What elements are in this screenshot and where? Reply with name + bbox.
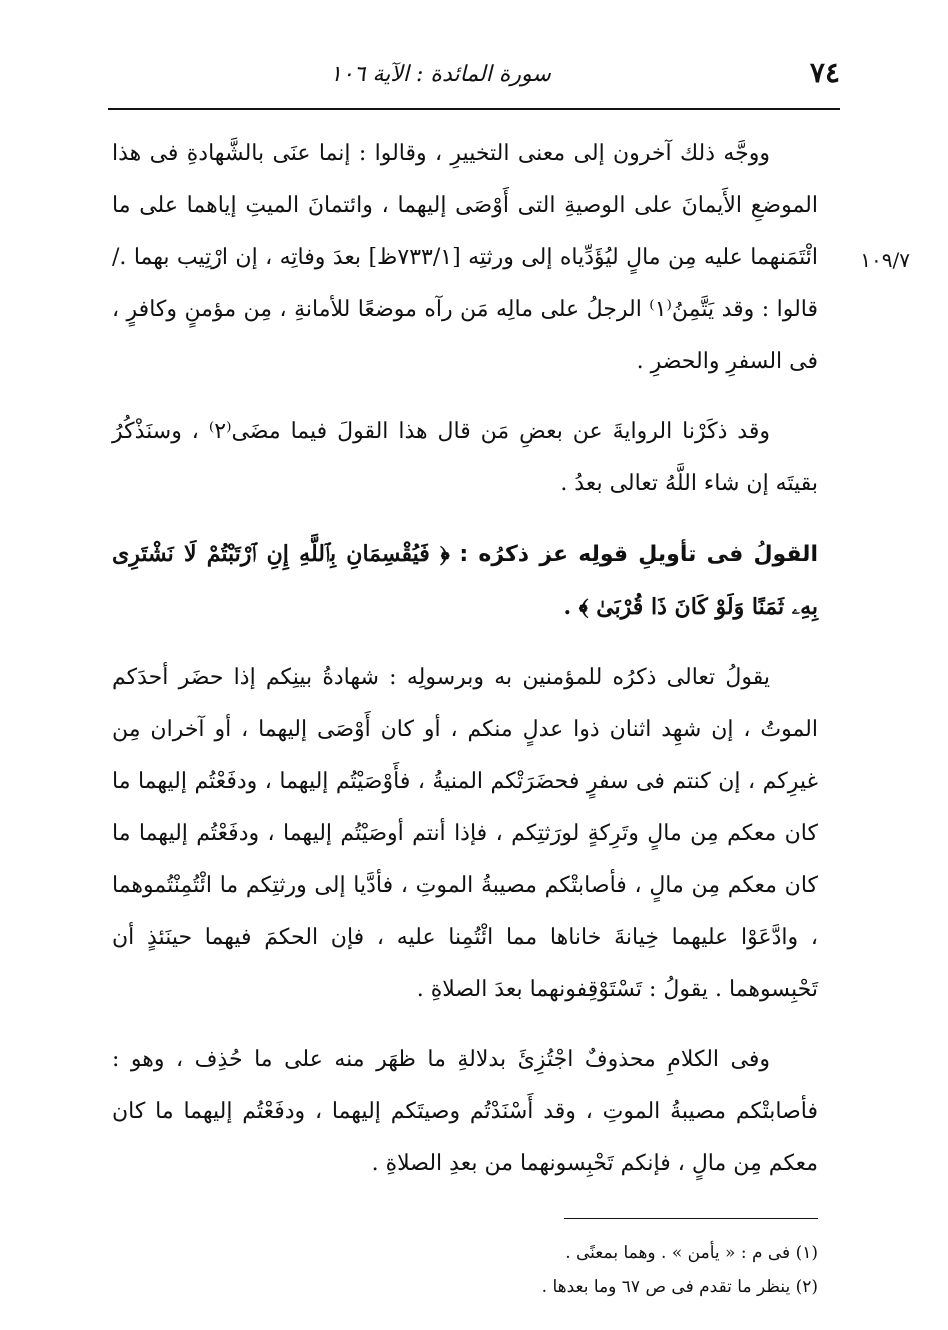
footnote-2: (٢) ينظر ما تقدم فى ص ٦٧ وما بعدها . [541, 1277, 818, 1297]
margin-reference: ١٠٩/٧ [860, 248, 910, 272]
main-text [112, 128, 818, 1208]
footnote-rule [564, 1218, 818, 1219]
quran-verse: ﴿ فَيُقْسِمَانِ بِٱللَّهِ إِنِ ٱرْتَبْتُمْ لَا نَشْتَرِى بِهِۦ ثَمَنًا وَلَوْ كَانَ ذَا قُرْبَىٰ ﴾ . [112, 541, 818, 620]
footnote-1: (١) فى م : « يأمن » . وهما بمعنًى . [565, 1243, 818, 1263]
section-heading [112, 528, 818, 634]
page-header [100, 52, 840, 96]
paragraph-4: وفى الكلامِ محذوفٌ اجْتُزِئَ بدلالةِ ما ظهَر منه على ما حُذِف ، وهو : فأصابتْكم مصيبةُ الموتِ ، وقد أَسْنَدْتُم وصيتَكم إليهما ، ودفَعْتُم إليهما ما كان معكم مِن مالٍ ، فإنكم تَحْبِسونهما من بعدِ الصلاةِ . [112, 1047, 818, 1176]
paragraph-1: ووجَّه ذلك آخرون إلى معنى التخييرِ ، وقالوا : إنما عنَى بالشَّهادةِ فى هذا الموضعِ الأَيمانَ على الوصيةِ التى أَوْصَى إليهما ، وائتمانَ الميتِ إياهما على ما ائْتَمَنهما عليه مِن مالٍ ليُؤَدِّياه إلى ورثتِه [٧٣٣/١ظ] بعدَ وفاتِه ، إن ارْتِيب بهما ./ قالوا : وقد يَتَّمِنُ⁽١⁾ الرجلُ على مالِه مَن رآه موضعًا للأمانةِ ، مِن مؤمنٍ وكافرٍ ، فى السفرِ والحضرِ . [112, 141, 818, 374]
running-title: سورة المائدة : الآية ١٠٦ [330, 62, 551, 87]
paragraph-3: يقولُ تعالى ذكرُه للمؤمنين به وبرسولِه : شهادةُ بينِكم إذا حضَر أحدَكم الموتُ ، إن شهِد اثنان ذوا عدلٍ منكم ، أو كان أَوْصَى إليهما ، أو آخران مِن غيرِكم ، إن كنتم فى سفرٍ فحضَرَتْكم المنيةُ ، فأَوْصَيْتُم إليهما ، ودفَعْتُم إليهما ما كان معكم مِن مالٍ وتَرِكةٍ لورَثتِكم ، فإذا أنتم أوصَيْتُم إليهما ، ودفَعْتُم إليهما ما كان معكم مِن مالٍ ، فأصابتْكم مصيبةُ الموتِ ، فأدَّيا إلى ورثتِكم ما ائْتُمِنْتُموهما ، وادَّعَوْا عليهما خِيانةَ خاناها مما ائْتُمِنا عليه ، فإن الحكمَ فيهما حينَئذٍ أن تَحْبِسوهما . يقولُ : تَسْتَوْقِفونهما بعدَ الصلاةِ . [112, 665, 818, 1002]
heading-label: القولُ فى تأويلِ قولِه عز ذكرُه : [459, 542, 818, 567]
page-number: ٧٤ [809, 56, 840, 89]
paragraph-2: وقد ذكَرْنا الروايةَ عن بعضِ مَن قال هذا القولَ فيما مضَى⁽٢⁾ ، وسنَذْكُرُ بقيتَه إن شاء اللَّهُ تعالى بعدُ . [112, 419, 818, 496]
footnotes [300, 1236, 818, 1304]
header-rule [108, 108, 840, 110]
